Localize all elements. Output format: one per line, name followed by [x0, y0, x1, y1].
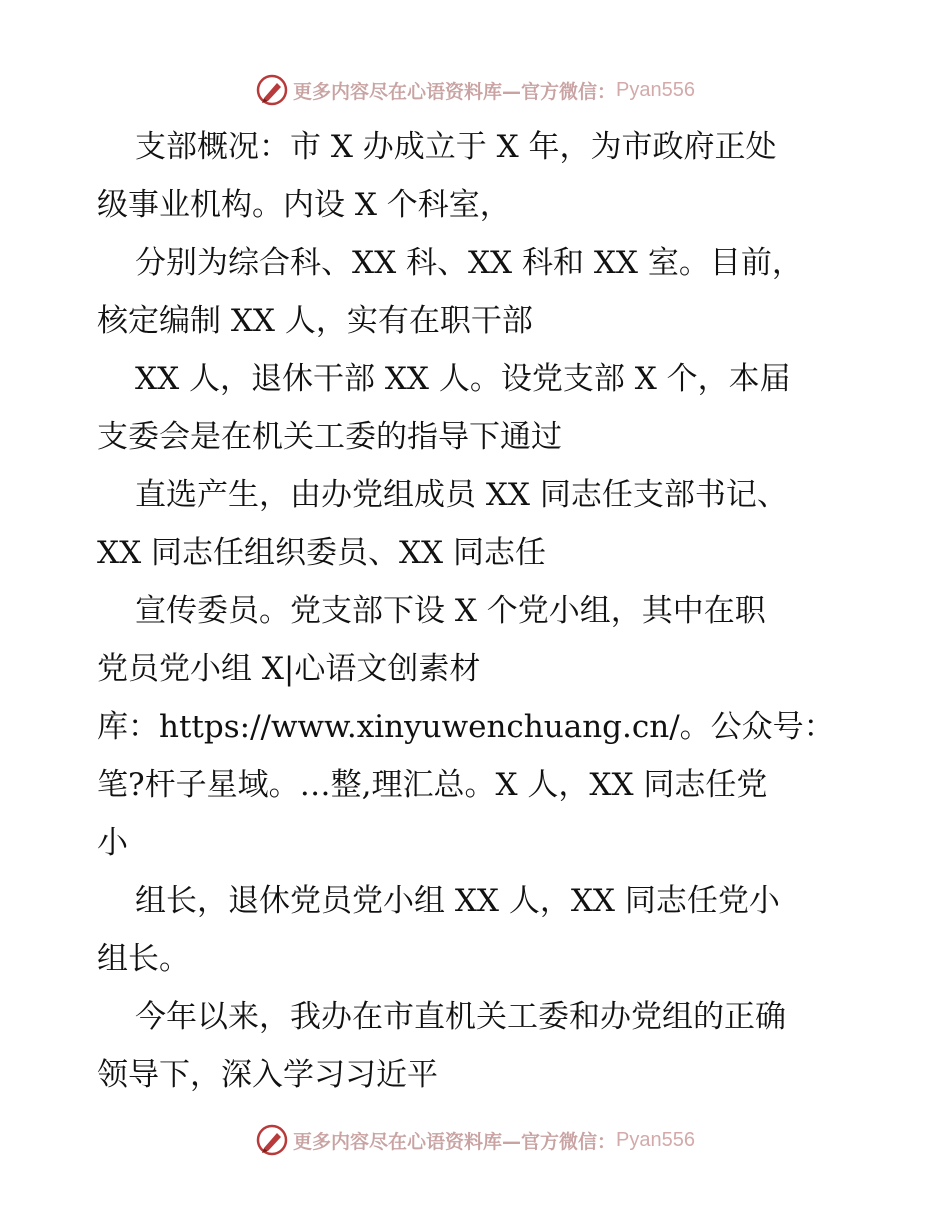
- footer-watermark-banner: [0, 1120, 950, 1160]
- body-line: 笔?杆子星域。…整,理汇总。X 人，XX 同志任党: [97, 767, 768, 803]
- body-line: XX 同志任组织委员、XX 同志任: [97, 535, 546, 571]
- body-line: 领导下，深入学习习近平: [97, 1057, 438, 1093]
- body-line: 组长，退休党员党小组 XX 人，XX 同志任党小: [135, 883, 780, 919]
- body-line: 今年以来，我办在市直机关工委和办党组的正确: [135, 999, 786, 1035]
- body-line: 党员党小组 X|心语文创素材: [97, 651, 481, 687]
- banner-text-en: Pyan556: [616, 1128, 695, 1151]
- body-line: 支委会是在机关工委的指导下通过: [97, 419, 562, 455]
- header-watermark-banner: [0, 70, 950, 110]
- pen-logo-icon: [255, 73, 289, 107]
- body-line: 直选产生，由办党组成员 XX 同志任支部书记、: [135, 477, 788, 513]
- body-line: 级事业机构。内设 X 个科室，: [97, 187, 511, 223]
- body-line: 组长。: [97, 941, 190, 977]
- body-line: 分别为综合科、XX 科、XX 科和 XX 室。目前，: [135, 245, 803, 281]
- body-line: 库：https://www.xinyuwenchuang.cn/。公众号：: [97, 709, 835, 745]
- document-body: [97, 118, 867, 1104]
- pen-logo-icon: [255, 1123, 289, 1157]
- body-line: 支部概况：市 X 办成立于 X 年，为市政府正处: [135, 129, 777, 165]
- body-line: 小: [97, 825, 128, 861]
- body-line: 核定编制 XX 人，实有在职干部: [97, 303, 533, 339]
- body-line: 宣传委员。党支部下设 X 个党小组，其中在职: [135, 593, 766, 629]
- body-line: XX 人，退休干部 XX 人。设党支部 X 个，本届: [135, 361, 791, 397]
- banner-text-cn: 更多内容尽在心语资料库—官方微信：: [293, 1130, 617, 1153]
- banner-text-cn: 更多内容尽在心语资料库—官方微信：: [293, 80, 617, 103]
- banner-text-en: Pyan556: [616, 78, 695, 101]
